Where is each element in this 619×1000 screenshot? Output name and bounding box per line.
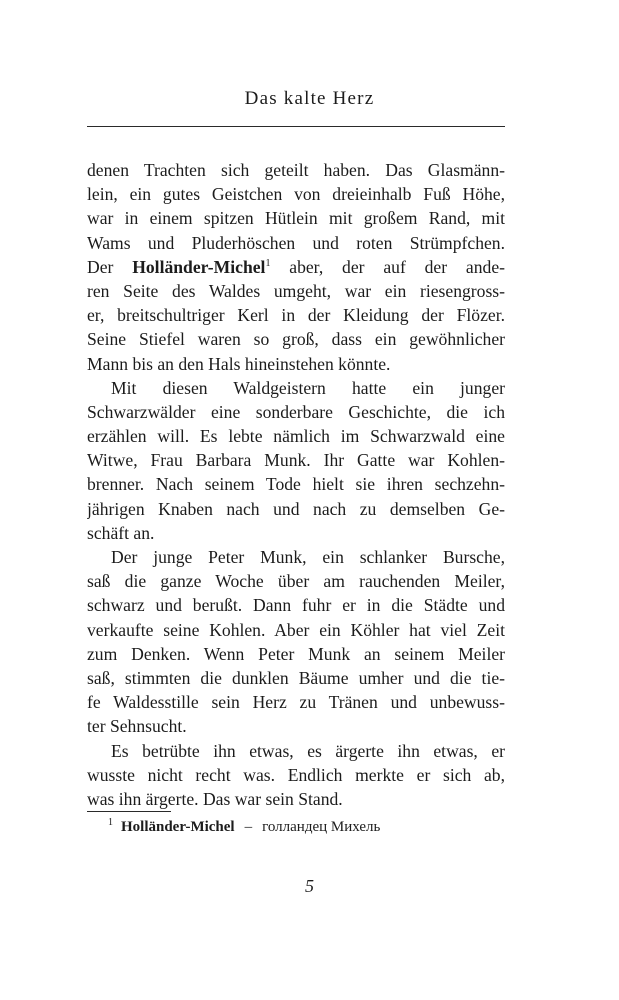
text-line: Mit diesen Waldgeistern hatte ein junger — [111, 377, 505, 398]
footnote-translation: голландец Михель — [262, 819, 381, 835]
text-line: er, breitschultriger Kerl in der Kleidung der Flözer. — [87, 305, 505, 326]
footnote — [108, 817, 380, 836]
text-line: ter Sehnsucht. — [87, 716, 187, 737]
bold-term: Holländer-Michel — [132, 256, 266, 277]
text-line: erzählen will. Es lebte nämlich im Schwarzwald eine — [87, 426, 505, 447]
text-line: war in einem spitzen Hütlein mit großem Rand, mit — [87, 208, 505, 229]
text-line: was ihn ärgerte. Das war sein Stand. — [87, 788, 343, 809]
text-line: brenner. Nach seinem Tode hielt sie ihren sechzehn- — [87, 474, 505, 495]
footnote-number: 1 — [108, 817, 113, 828]
text-line: verkaufte seine Kohlen. Aber ein Köhler hat viel Zeit — [87, 619, 505, 640]
text-line: Es betrübte ihn etwas, es ärgerte ihn etwas, er — [111, 740, 505, 761]
text-line: Der junge Peter Munk, ein schlanker Bursche, — [111, 547, 505, 567]
text-fragment: aber, der auf der ande- — [289, 256, 505, 277]
text-line: Witwe, Frau Barbara Munk. Ihr Gatte war Kohlen- — [87, 450, 505, 471]
footnote-dash: – — [244, 819, 253, 835]
text-line: denen Trachten sich geteilt haben. Das Glasmänn- — [87, 160, 505, 180]
text-line: jährigen Knaben nach und nach zu demselben Ge- — [87, 498, 505, 519]
text-line: zum Denken. Wenn Peter Munk an seinem Meiler — [87, 643, 505, 664]
running-header-title: Das kalte Herz — [244, 88, 375, 109]
text-line: schwarz und berußt. Dann fuhr er in die Städte und — [87, 595, 505, 616]
body-text — [87, 158, 505, 811]
text-line: wusste nicht recht was. Endlich merkte er sich ab, — [87, 764, 505, 785]
text-line: Mann bis an den Hals hineinstehen könnte. — [87, 353, 391, 374]
text-line-with-term — [87, 255, 505, 279]
text-line: Schwarzwälder eine sonderbare Geschichte, die ich — [87, 401, 505, 422]
page-number: 5 — [305, 876, 314, 896]
text-line: lein, ein gutes Geistchen von dreieinhalb Fuß Höhe, — [87, 184, 505, 205]
footnote-term: Holländer-Michel — [121, 819, 235, 835]
footnote-marker: 1 — [265, 257, 271, 269]
text-line: saß die ganze Woche über am rauchenden Meiler, — [87, 571, 505, 592]
text-line: ren Seite des Waldes umgeht, war ein riesengross- — [87, 280, 505, 301]
text-line: Seine Stiefel waren so groß, dass ein gewöhnlicher — [87, 329, 505, 350]
text-line: saß, stimmten die dunklen Bäume umher und die tie- — [87, 667, 505, 688]
text-line: fe Waldesstille sein Herz zu Tränen und unbewuss- — [87, 692, 505, 713]
footnote-rule — [87, 811, 171, 812]
header-rule — [87, 126, 505, 127]
text-line: Wams und Pluderhöschen und roten Strümpfchen. — [87, 232, 505, 253]
text-line: schäft an. — [87, 522, 155, 543]
text-fragment: Der — [87, 256, 114, 277]
